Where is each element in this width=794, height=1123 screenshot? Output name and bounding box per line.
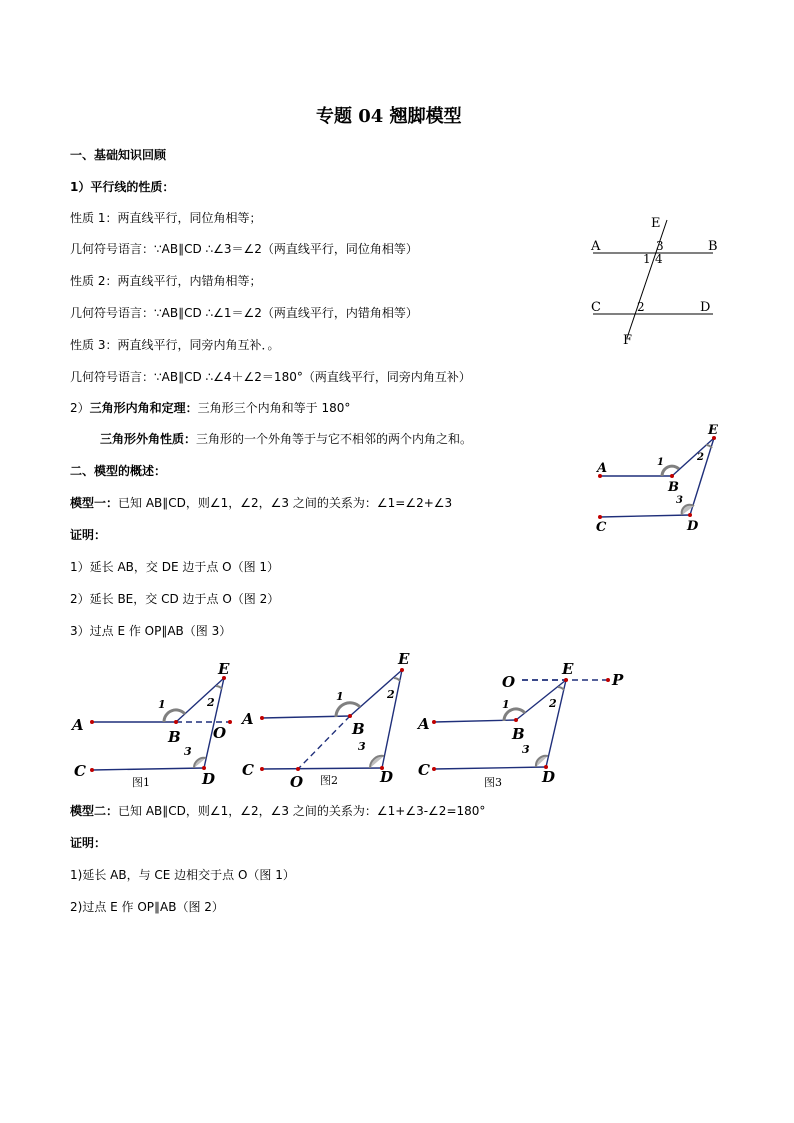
angle-3-label: 3 (676, 495, 683, 506)
angle-2-label: 2 (207, 696, 215, 709)
label-e: E (651, 216, 661, 231)
angle-1-label: 1 (158, 698, 166, 711)
model-1-label: 模型一： (70, 496, 119, 510)
label-b: B (168, 728, 181, 746)
segment-cd (262, 768, 382, 769)
label-p: P (612, 671, 624, 689)
label-a: A (418, 715, 430, 733)
label-e: E (562, 660, 574, 678)
model-2-label: 模型二： (70, 804, 119, 818)
point-d (688, 513, 692, 517)
angle-3-label: 3 (358, 740, 366, 753)
proof-2-step-1: 1)延长 AB，与 CE 边相交于点 O（图 1） (70, 868, 295, 882)
label-o: O (502, 673, 516, 691)
property-3-symbolic: 几何符号语言：∵AB∥CD ∴∠4＋∠2＝180°（两直线平行，同旁内角互补） (70, 370, 471, 384)
point-b (174, 720, 178, 724)
label-c: C (242, 761, 254, 779)
angle-2-arc (394, 678, 400, 681)
parallel-lines-figure (585, 210, 725, 350)
label-a: A (242, 710, 254, 728)
section-heading-models: 二、模型的概述： (70, 464, 167, 478)
proof-label-1: 证明： (70, 528, 107, 542)
angle-4: 4 (655, 252, 663, 266)
point-e (564, 678, 568, 682)
label-c: C (418, 761, 430, 779)
point-b (348, 714, 352, 718)
section-heading-basics: 一、基础知识回顾 (70, 148, 167, 162)
exterior-angle-label: 三角形外角性质： (100, 432, 197, 446)
point-c (598, 515, 602, 519)
model-2-text: 已知 AB∥CD，则∠1，∠2，∠3 之间的关系为：∠1+∠3-∠2=180° (118, 804, 486, 818)
figure-1 (70, 662, 250, 792)
angle-2: 2 (637, 300, 645, 314)
point-c (260, 767, 264, 771)
label-b: B (512, 725, 525, 743)
proof-1-step-1: 1）延长 AB，交 DE 边于点 O（图 1） (70, 560, 280, 574)
point-c (90, 768, 94, 772)
point-end (228, 720, 232, 724)
triangle-sum-label: 三角形内角和定理： (89, 401, 198, 415)
segment-cd (434, 767, 546, 769)
page-title: 专题 04 翘脚模型 (316, 106, 462, 127)
angle-3-label: 3 (184, 745, 192, 758)
point-a (90, 720, 94, 724)
exterior-angle-text: 三角形的一个外角等于与它不相邻的两个内角之和。 (196, 432, 473, 446)
subheading-parallel-properties: 1）平行线的性质： (70, 180, 175, 194)
label-f: F (623, 333, 633, 348)
label-d: D (202, 770, 216, 788)
segment-cd (600, 515, 690, 517)
angle-2-label: 2 (549, 697, 557, 710)
label-c: C (591, 300, 601, 315)
exterior-angle-property (100, 431, 472, 447)
extension-bo (298, 716, 350, 769)
label-b: B (352, 720, 365, 738)
label-d: D (687, 519, 699, 534)
label-b: B (668, 480, 679, 495)
angle-1-label: 1 (657, 457, 664, 468)
segment-be (176, 678, 224, 722)
proof-1-step-3: 3）过点 E 作 OP∥AB（图 3） (70, 624, 232, 638)
model-1-text: 已知 AB∥CD，则∠1，∠2，∠3 之间的关系为：∠1=∠2+∠3 (118, 496, 453, 510)
label-e: E (708, 423, 718, 438)
model-1-statement (70, 495, 452, 511)
point-e (400, 668, 404, 672)
label-b: B (708, 239, 718, 254)
transversal-ef (627, 220, 667, 338)
label-a: A (597, 461, 608, 476)
point-b (514, 718, 518, 722)
label-d: D (380, 768, 394, 786)
label-e: E (218, 660, 230, 678)
triangle-sum-text: 三角形三个内角和等于 180° (197, 401, 351, 415)
angle-1-label: 1 (336, 690, 344, 703)
point-p (606, 678, 610, 682)
point-a (260, 716, 264, 720)
property-3: 性质 3：两直线平行，同旁内角互补．。 (70, 338, 280, 352)
angle-3-label: 3 (522, 743, 530, 756)
triangle-angle-sum (70, 400, 350, 416)
proof-2-step-2: 2)过点 E 作 OP∥AB（图 2） (70, 900, 224, 914)
label-e: E (398, 650, 410, 668)
angle-1: 1 (643, 252, 651, 266)
property-1-symbolic: 几何符号语言：∵AB∥CD ∴∠3＝∠2（两直线平行，同位角相等） (70, 242, 418, 256)
label-a: A (591, 239, 601, 254)
point-c (432, 767, 436, 771)
figure-3 (412, 660, 632, 790)
figure-2-caption: 图2 (320, 774, 338, 787)
point-b (670, 474, 674, 478)
property-2: 性质 2：两直线平行，内错角相等； (70, 274, 262, 288)
angle-2-label: 2 (387, 688, 395, 701)
segment-ed (204, 678, 227, 768)
model-2-statement (70, 803, 485, 819)
angle-2-arc (558, 687, 564, 690)
point-o (296, 767, 300, 771)
label-d: D (542, 768, 556, 786)
label-o: O (290, 773, 304, 791)
angle-2-arc (216, 686, 222, 689)
property-1: 性质 1：两直线平行，同位角相等； (70, 211, 262, 225)
label-c: C (596, 520, 607, 535)
property-2-symbolic: 几何符号语言：∵AB∥CD ∴∠1＝∠2（两直线平行，内错角相等） (70, 306, 418, 320)
label-a: A (72, 716, 84, 734)
figure-3-caption: 图3 (484, 776, 502, 789)
label-c: C (74, 762, 86, 780)
angle-3: 3 (656, 239, 664, 253)
proof-1-step-2: 2）延长 BE，交 CD 边于点 O（图 2） (70, 592, 280, 606)
figure-1-caption: 图1 (132, 776, 150, 789)
model-1-figure (590, 420, 730, 535)
segment-cd (92, 768, 204, 770)
angle-2-label: 2 (697, 452, 704, 463)
label-d: D (700, 300, 711, 315)
label-o: O (213, 724, 227, 742)
point-a (432, 720, 436, 724)
proof-label-2: 证明： (70, 836, 107, 850)
figure-2 (236, 648, 426, 798)
angle-1-label: 1 (502, 698, 510, 711)
triangle-sum-prefix: 2） (70, 401, 90, 415)
